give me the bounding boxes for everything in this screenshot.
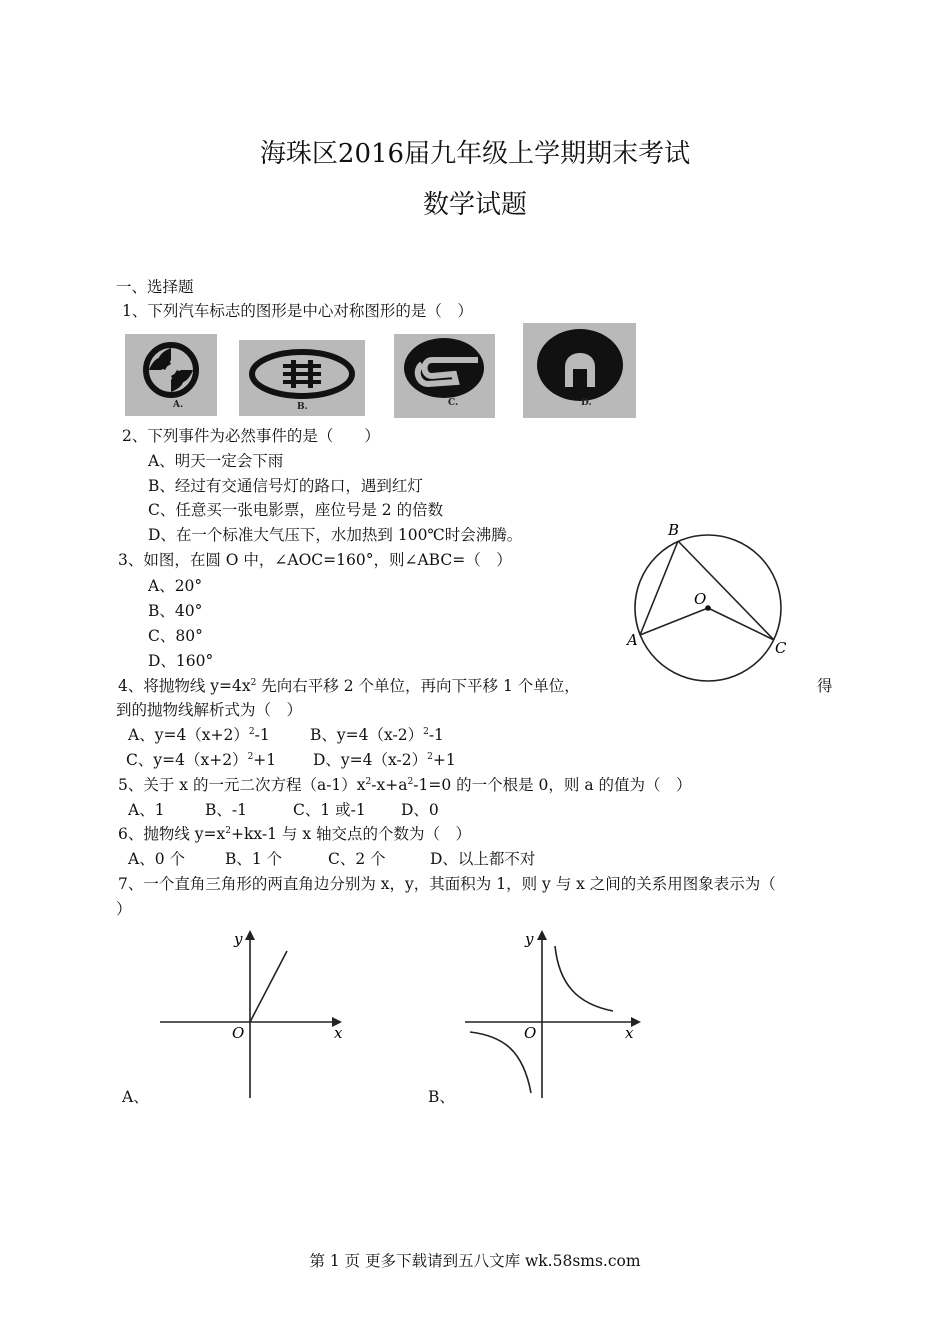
label-o: O: [694, 590, 707, 608]
label-y: y: [525, 930, 534, 948]
q3-option-a: A、20°: [148, 577, 203, 595]
section-heading: 一、选择题: [116, 278, 194, 296]
q1-caption-d: D.: [581, 398, 592, 408]
q7-label-a: A、: [122, 1088, 149, 1106]
q4-stem-line2: 到的抛物线解析式为（ ）: [116, 701, 303, 719]
car-logo-c-icon: [394, 334, 495, 418]
q3-option-d: D、160°: [148, 652, 214, 670]
segment-ab: [640, 541, 678, 635]
q6-option-a: A、0 个: [128, 850, 185, 868]
q6-option-d: D、以上都不对: [430, 850, 536, 868]
segment-oc: [708, 608, 774, 640]
q3-stem: 3、如图，在圆 O 中，∠AOC=160°，则∠ABC=（ ）: [118, 551, 512, 569]
q5-option-a: A、1: [128, 801, 165, 819]
q1-logo-c: [394, 334, 495, 418]
q7-graph-b: [455, 926, 655, 1102]
line-y-kx: [250, 951, 287, 1022]
q2-option-d: D、在一个标准大气压下，水加热到 100℃时会沸腾。: [148, 526, 523, 544]
q6-option-c: C、2 个: [328, 850, 386, 868]
segment-ao: [640, 608, 708, 635]
q4-option-d: D、$y=4(x-2)^2+1$: [313, 751, 456, 769]
q4-option-b: B、$y=4(x-2)^2-1$: [310, 726, 444, 744]
q1-caption-a: A.: [173, 400, 184, 410]
q6-stem: 6、抛物线 $y=x^2+kx-1$ 与 x 轴交点的个数为（ ）: [118, 825, 471, 843]
q3-circle-figure: [622, 520, 798, 690]
q1-stem: 1、下列汽车标志的图形是中心对称图形的是（ ）: [122, 302, 473, 320]
q4-stem: 4、将抛物线 $y=4x^2$ 先向右平移 2 个单位，再向下平移 1 个单位，: [118, 677, 580, 695]
q1-logo-a: [125, 334, 217, 416]
q4-stem-tail: 得: [817, 677, 833, 695]
q5-option-d: D、0: [401, 801, 439, 819]
q3-option-b: B、40°: [148, 602, 203, 620]
car-logo-d-icon: [523, 323, 636, 418]
label-o: O: [524, 1024, 537, 1042]
label-x: x: [334, 1024, 343, 1042]
label-x: x: [625, 1024, 634, 1042]
hyperbola-branch-q3: [470, 1032, 531, 1093]
label-a: A: [627, 631, 638, 649]
hyperbola-branch-q1: [555, 946, 613, 1011]
label-c: C: [775, 639, 787, 657]
y-axis-arrow: [245, 930, 255, 940]
q7-stem-line2: ）: [116, 900, 132, 918]
label-o: O: [232, 1024, 245, 1042]
label-y: y: [234, 930, 243, 948]
q1-logo-b: [239, 340, 365, 416]
car-logo-a-icon: [125, 334, 217, 416]
q2-option-a: A、明天一定会下雨: [148, 452, 284, 470]
page-title: 海珠区2016届九年级上学期期末考试: [259, 139, 691, 169]
q6-option-b: B、1 个: [225, 850, 283, 868]
q5-option-b: B、-1: [205, 801, 247, 819]
q7-label-b: B、: [428, 1088, 455, 1106]
q1-caption-b: B.: [297, 402, 308, 412]
q2-option-c: C、任意买一张电影票，座位号是 2 的倍数: [148, 501, 444, 519]
y-axis-arrow: [537, 930, 547, 940]
q1-logo-d: [523, 323, 636, 418]
q4-option-a: A、$y=4(x+2)^2-1$: [128, 726, 270, 744]
q5-option-c: C、1 或-1: [293, 801, 366, 819]
q7-stem: 7、一个直角三角形的两直角边分别为 x，y，其面积为 1，则 y 与 x 之间的关系用图象表示为（: [118, 875, 776, 893]
q3-option-c: C、80°: [148, 627, 203, 645]
q7-graph-a: [150, 926, 350, 1102]
q4-option-c: C、$y=4(x+2)^2+1$: [126, 751, 277, 769]
q1-caption-c: C.: [448, 398, 459, 408]
page-subtitle: 数学试题: [422, 190, 527, 220]
q5-stem: 5、关于 x 的一元二次方程$(a-1)x^2-x+a^2-1=0$ 的一个根是 0，则 a 的值为（ ）: [118, 776, 692, 794]
q2-option-b: B、经过有交通信号灯的路口，遇到红灯: [148, 477, 423, 495]
page-footer: 第 1 页 更多下载请到五八文库 wk.58sms.com: [309, 1252, 641, 1270]
q2-stem: 2、下列事件为必然事件的是（ ）: [122, 427, 380, 445]
label-b: B: [668, 521, 680, 539]
